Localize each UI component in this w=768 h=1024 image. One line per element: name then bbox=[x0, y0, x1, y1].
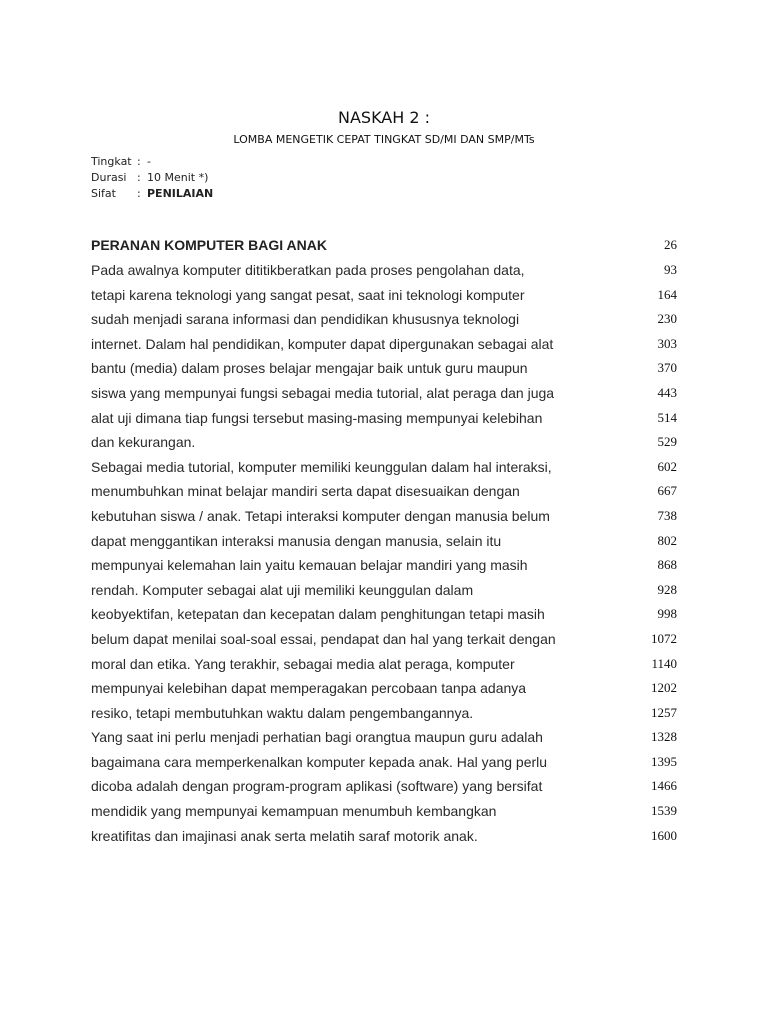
typing-text-lines bbox=[91, 258, 677, 848]
line-char-count: 1395 bbox=[651, 753, 677, 769]
meta-value: - bbox=[147, 155, 151, 168]
line-text: internet. Dalam hal pendidikan, komputer dapat dipergunakan sebagai alat bbox=[91, 335, 554, 352]
line-char-count: 998 bbox=[657, 606, 677, 622]
text-line bbox=[91, 578, 677, 603]
meta-row-tingkat bbox=[91, 154, 213, 170]
text-line bbox=[91, 381, 677, 406]
line-char-count: 1328 bbox=[651, 729, 677, 745]
line-char-count: 443 bbox=[657, 384, 677, 400]
line-char-count: 529 bbox=[657, 434, 677, 450]
line-text: Pada awalnya komputer dititikberatkan pada proses pengolahan data, bbox=[91, 262, 525, 278]
meta-separator: : bbox=[137, 171, 141, 184]
line-char-count: 802 bbox=[657, 532, 677, 548]
text-line bbox=[91, 283, 677, 308]
text-line bbox=[91, 406, 677, 431]
meta-separator: : bbox=[137, 155, 141, 168]
meta-row-sifat bbox=[91, 186, 213, 202]
text-line bbox=[91, 750, 677, 775]
page-subtitle: LOMBA MENGETIK CEPAT TINGKAT SD/MI DAN SMP/MTs bbox=[233, 133, 535, 146]
line-text: dicoba adalah dengan program-program aplikasi (software) yang bersifat bbox=[91, 778, 543, 795]
text-line bbox=[91, 774, 677, 799]
line-text: moral dan etika. Yang terakhir, sebagai media alat peraga, komputer bbox=[91, 655, 515, 672]
text-line bbox=[91, 356, 677, 381]
line-char-count: 1600 bbox=[651, 827, 677, 843]
text-line bbox=[91, 504, 677, 529]
line-char-count: 1466 bbox=[651, 778, 677, 794]
text-line bbox=[91, 479, 677, 504]
line-char-count: 667 bbox=[657, 483, 677, 499]
line-text: kebutuhan siswa / anak. Tetapi interaksi komputer dengan manusia belum bbox=[91, 507, 550, 524]
text-line bbox=[91, 676, 677, 701]
text-line bbox=[91, 307, 677, 332]
line-char-count: 1140 bbox=[651, 655, 677, 671]
meta-key: Tingkat bbox=[91, 155, 132, 168]
line-text: rendah. Komputer sebagai alat uji memiliki keunggulan dalam bbox=[91, 581, 474, 598]
line-text: resiko, tetapi membutuhkan waktu dalam pengembangannya. bbox=[91, 704, 474, 721]
meta-value: 10 Menit *) bbox=[147, 171, 209, 184]
text-line bbox=[91, 627, 677, 652]
line-text: mempunyai kelebihan dapat memperagakan percobaan tanpa adanya bbox=[91, 680, 527, 697]
line-char-count: 1257 bbox=[651, 704, 677, 720]
text-line bbox=[91, 430, 677, 455]
text-line bbox=[91, 652, 677, 677]
line-char-count: 602 bbox=[657, 458, 677, 474]
line-char-count: 230 bbox=[657, 311, 677, 327]
line-text: sudah menjadi sarana informasi dan pendidikan khususnya teknologi bbox=[91, 311, 520, 328]
line-text: dan kekurangan. bbox=[91, 434, 196, 451]
line-text: belum dapat menilai soal-soal essai, pendapat dan hal yang terkait dengan bbox=[91, 630, 556, 647]
page-title: NASKAH 2 : bbox=[338, 108, 430, 127]
line-char-count: 303 bbox=[657, 335, 677, 351]
text-line bbox=[91, 824, 677, 849]
line-text: menumbuhkan minat belajar mandiri serta dapat disesuaikan dengan bbox=[91, 483, 520, 500]
text-line bbox=[91, 529, 677, 554]
line-text: kreatifitas dan imajinasi anak serta melatih saraf motorik anak. bbox=[91, 827, 478, 844]
line-text: Yang saat ini perlu menjadi perhatian bagi orangtua maupun guru adalah bbox=[91, 729, 543, 746]
line-char-count: 514 bbox=[657, 409, 677, 425]
line-char-count: 370 bbox=[657, 360, 677, 376]
line-char-count: 164 bbox=[657, 286, 677, 302]
meta-row-durasi bbox=[91, 170, 213, 186]
line-char-count: 1202 bbox=[651, 680, 677, 696]
meta-separator: : bbox=[137, 187, 141, 200]
line-char-count: 1072 bbox=[651, 630, 677, 646]
line-text: bagaimana cara memperkenalkan komputer kepada anak. Hal yang perlu bbox=[91, 753, 548, 770]
line-char-count: 738 bbox=[657, 507, 677, 523]
line-text: keobyektifan, ketepatan dan kecepatan dalam penghitungan tetapi masih bbox=[91, 606, 545, 623]
text-line bbox=[91, 258, 677, 283]
line-text: tetapi karena teknologi yang sangat pesat, saat ini teknologi komputer bbox=[91, 286, 525, 303]
line-text: Sebagai media tutorial, komputer memiliki keunggulan dalam hal interaksi, bbox=[91, 458, 552, 475]
meta-value: PENILAIAN bbox=[147, 187, 214, 200]
text-line bbox=[91, 455, 677, 480]
line-char-count: 93 bbox=[664, 262, 677, 277]
line-char-count: 1539 bbox=[651, 803, 677, 819]
line-text: alat uji dimana tiap fungsi tersebut masing-masing mempunyai kelebihan bbox=[91, 409, 543, 426]
meta-key: Durasi bbox=[91, 171, 127, 184]
section-heading: PERANAN KOMPUTER BAGI ANAK bbox=[91, 237, 327, 253]
text-line bbox=[91, 725, 677, 750]
line-text: mempunyai kelemahan lain yaitu kemauan belajar mandiri yang masih bbox=[91, 557, 528, 574]
text-line bbox=[91, 799, 677, 824]
text-line bbox=[91, 701, 677, 726]
text-line bbox=[91, 602, 677, 627]
text-line bbox=[91, 332, 677, 357]
line-text: mendidik yang mempunyai kemampuan menumbuh kembangkan bbox=[91, 803, 497, 820]
meta-block bbox=[91, 154, 213, 202]
heading-char-count: 26 bbox=[664, 237, 677, 252]
line-text: bantu (media) dalam proses belajar mengajar baik untuk guru maupun bbox=[91, 360, 528, 377]
line-char-count: 868 bbox=[657, 557, 677, 573]
line-text: siswa yang mempunyai fungsi sebagai media tutorial, alat peraga dan juga bbox=[91, 384, 555, 401]
meta-key: Sifat bbox=[91, 187, 116, 200]
line-text: dapat menggantikan interaksi manusia dengan manusia, selain itu bbox=[91, 532, 502, 549]
line-char-count: 928 bbox=[657, 581, 677, 597]
text-line bbox=[91, 553, 677, 578]
